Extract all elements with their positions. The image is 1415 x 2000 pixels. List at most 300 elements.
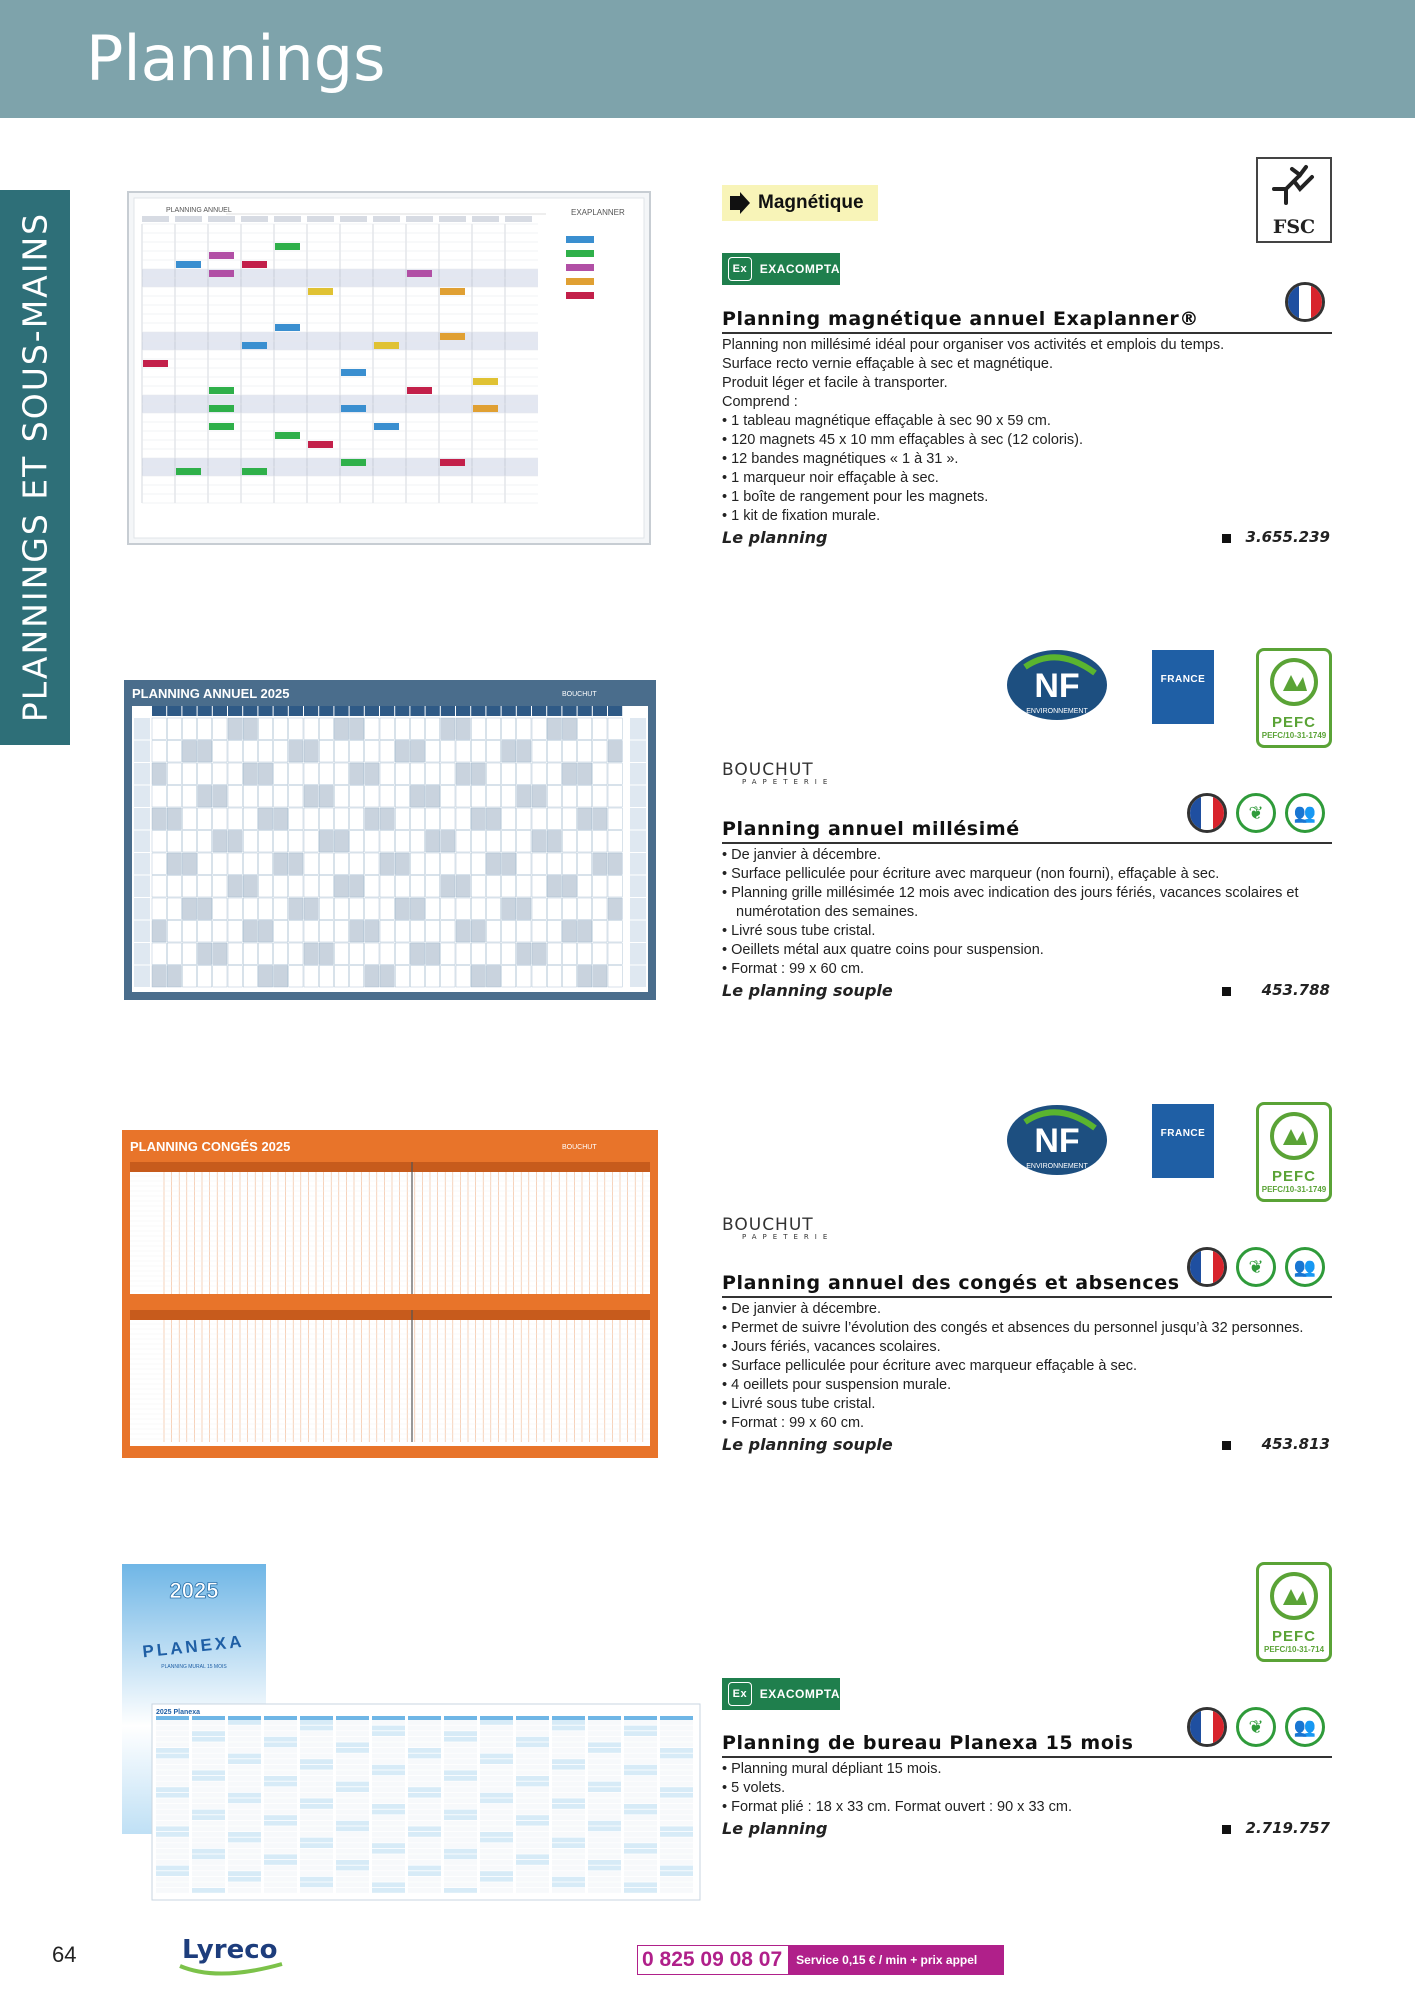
day-cell — [152, 943, 166, 965]
day-cell — [547, 853, 561, 875]
day-cell — [588, 1860, 621, 1865]
day-cell — [372, 1787, 405, 1792]
fsc-logo — [1256, 157, 1332, 243]
grid-month-header — [406, 216, 433, 222]
day-cell — [274, 943, 288, 965]
origine-france-label: FRANCE — [1160, 674, 1206, 685]
day-cell — [480, 1843, 513, 1848]
day-cell — [372, 1854, 405, 1859]
day-cell — [192, 1731, 225, 1736]
magnet — [341, 459, 366, 466]
day-cell — [660, 1754, 693, 1759]
day-cell — [156, 1787, 189, 1792]
day-cell — [516, 1832, 549, 1837]
day-cell — [365, 808, 379, 830]
day-cell — [372, 1782, 405, 1787]
day-cell — [456, 966, 470, 988]
day-cell — [444, 1770, 477, 1775]
day-cell — [441, 808, 455, 830]
day-cell — [300, 1838, 333, 1843]
lyreco-swoosh-icon — [178, 1960, 288, 1980]
day-cell — [264, 1849, 297, 1854]
day-cell — [243, 966, 257, 988]
day-cell — [192, 1826, 225, 1831]
grid-month-header — [505, 216, 532, 222]
day-cell — [516, 1726, 549, 1731]
day-cell — [486, 763, 500, 785]
day-cell — [300, 1815, 333, 1820]
day-cell — [408, 1776, 441, 1781]
day-cell — [156, 1776, 189, 1781]
day-header — [578, 706, 592, 716]
day-header — [517, 706, 531, 716]
grid-month-header — [439, 216, 466, 222]
product-3-price-row — [722, 1433, 1332, 1455]
day-cell — [516, 1748, 549, 1753]
day-cell — [486, 943, 500, 965]
day-cell — [274, 876, 288, 898]
month-header — [192, 1716, 225, 1720]
product-4-ref: 2.719.757 — [1245, 1819, 1330, 1837]
day-cell — [562, 718, 576, 740]
day-cell — [444, 1742, 477, 1747]
day-cell — [624, 1804, 657, 1809]
day-cell — [365, 786, 379, 808]
day-cell — [228, 1810, 261, 1815]
day-cell — [300, 1793, 333, 1798]
month-label — [134, 966, 150, 988]
day-cell — [336, 1832, 369, 1837]
day-cell — [660, 1726, 693, 1731]
day-cell — [441, 831, 455, 853]
day-cell — [372, 1888, 405, 1893]
day-cell — [156, 1737, 189, 1742]
day-cell — [456, 718, 470, 740]
day-cell — [380, 921, 394, 943]
planexa-open-title: 2025 Planexa — [156, 1709, 200, 1716]
day-cell — [372, 1860, 405, 1865]
day-cell — [588, 1726, 621, 1731]
day-cell — [395, 853, 409, 875]
day-cell — [228, 966, 242, 988]
month-label — [630, 831, 646, 853]
day-cell — [228, 1770, 261, 1775]
day-cell — [408, 1759, 441, 1764]
day-cell — [156, 1877, 189, 1882]
day-cell — [502, 898, 516, 920]
day-cell — [410, 853, 424, 875]
magnet — [440, 288, 465, 295]
month-label — [134, 943, 150, 965]
day-cell — [156, 1815, 189, 1820]
day-cell — [372, 1726, 405, 1731]
day-cell — [213, 898, 227, 920]
day-cell — [444, 1860, 477, 1865]
day-cell — [562, 876, 576, 898]
day-header — [547, 706, 561, 716]
day-cell — [552, 1849, 585, 1854]
day-cell — [588, 1866, 621, 1871]
day-cell — [547, 718, 561, 740]
day-cell — [480, 1832, 513, 1837]
day-cell — [547, 831, 561, 853]
day-cell — [516, 1854, 549, 1859]
day-cell — [588, 1832, 621, 1837]
day-cell — [552, 1742, 585, 1747]
day-cell — [516, 1782, 549, 1787]
day-cell — [156, 1838, 189, 1843]
day-cell — [588, 1815, 621, 1820]
day-cell — [547, 876, 561, 898]
magnet — [440, 459, 465, 466]
day-cell — [552, 1866, 585, 1871]
day-cell — [408, 1821, 441, 1826]
day-cell — [395, 808, 409, 830]
day-cell — [516, 1849, 549, 1854]
day-cell — [660, 1804, 693, 1809]
day-cell — [588, 1838, 621, 1843]
day-cell — [588, 1804, 621, 1809]
day-cell — [426, 943, 440, 965]
day-cell — [660, 1877, 693, 1882]
day-cell — [300, 1860, 333, 1865]
day-cell — [334, 853, 348, 875]
day-cell — [486, 786, 500, 808]
day-header — [562, 706, 576, 716]
service-phone-box[interactable] — [637, 1945, 1004, 1975]
day-cell — [408, 1866, 441, 1871]
day-cell — [517, 831, 531, 853]
day-cell — [198, 718, 212, 740]
product-3-bullet: • Livré sous tube cristal. — [722, 1396, 876, 1412]
day-cell — [516, 1877, 549, 1882]
nf-label: NF — [1034, 1122, 1080, 1160]
day-cell — [334, 876, 348, 898]
day-cell — [480, 1871, 513, 1876]
day-cell — [228, 1726, 261, 1731]
day-cell — [243, 808, 257, 830]
day-cell — [365, 763, 379, 785]
day-cell — [578, 898, 592, 920]
day-cell — [444, 1882, 477, 1887]
day-cell — [365, 943, 379, 965]
day-cell — [456, 921, 470, 943]
page-title: Plannings — [86, 22, 386, 95]
day-cell — [516, 1793, 549, 1798]
section-side-tab — [0, 190, 70, 745]
day-cell — [300, 1765, 333, 1770]
day-cell — [502, 718, 516, 740]
day-cell — [372, 1770, 405, 1775]
day-cell — [444, 1787, 477, 1792]
month-label — [134, 808, 150, 830]
day-cell — [588, 1759, 621, 1764]
month-label — [630, 876, 646, 898]
day-cell — [289, 831, 303, 853]
day-cell — [480, 1838, 513, 1843]
day-cell — [336, 1720, 369, 1725]
magnet — [308, 288, 333, 295]
day-cell — [213, 808, 227, 830]
day-cell — [502, 808, 516, 830]
day-cell — [480, 1888, 513, 1893]
day-cell — [562, 943, 576, 965]
month-header — [480, 1716, 513, 1720]
month-header — [588, 1716, 621, 1720]
product-1-image-brand: EXAPLANNER — [571, 208, 625, 217]
day-cell — [516, 1810, 549, 1815]
day-cell — [660, 1854, 693, 1859]
day-cell — [516, 1720, 549, 1725]
product-3-bullet: • Permet de suivre l’évolution des congés et absences du personnel jusqu’à 32 personnes. — [722, 1320, 1304, 1336]
day-cell — [395, 898, 409, 920]
magnet — [176, 261, 201, 268]
day-cell — [167, 853, 181, 875]
bullet-square-icon — [1222, 1825, 1231, 1834]
day-cell — [624, 1748, 657, 1753]
month-label — [134, 741, 150, 763]
day-cell — [264, 1871, 297, 1876]
day-cell — [304, 786, 318, 808]
day-cell — [350, 831, 364, 853]
day-cell — [372, 1815, 405, 1820]
day-cell — [408, 1871, 441, 1876]
day-cell — [441, 786, 455, 808]
origine-france-logo — [1152, 1104, 1214, 1178]
day-cell — [319, 898, 333, 920]
day-cell — [192, 1754, 225, 1759]
day-cell — [660, 1860, 693, 1865]
social-people-icon: 👥 — [1285, 1247, 1325, 1287]
month-label — [630, 898, 646, 920]
day-cell — [182, 898, 196, 920]
pefc-tree-icon — [1269, 1571, 1319, 1621]
day-cell — [517, 718, 531, 740]
nf-sub-label: ENVIRONNEMENT — [1026, 708, 1088, 715]
day-cell — [660, 1793, 693, 1798]
day-cell — [410, 786, 424, 808]
day-cell — [228, 1737, 261, 1742]
magnet — [341, 369, 366, 376]
day-cell — [228, 1826, 261, 1831]
day-cell — [192, 1793, 225, 1798]
day-header — [243, 706, 257, 716]
day-cell — [480, 1821, 513, 1826]
day-cell — [562, 831, 576, 853]
day-cell — [408, 1742, 441, 1747]
day-cell — [660, 1866, 693, 1871]
day-cell — [243, 741, 257, 763]
day-cell — [228, 1832, 261, 1837]
product-2-price-row — [722, 979, 1332, 1001]
month-header — [444, 1716, 477, 1720]
product-4-bullet: • Planning mural dépliant 15 mois. — [722, 1761, 942, 1777]
day-cell — [156, 1798, 189, 1803]
day-cell — [471, 853, 485, 875]
day-cell — [517, 808, 531, 830]
day-cell — [319, 943, 333, 965]
day-cell — [372, 1843, 405, 1848]
day-cell — [660, 1731, 693, 1736]
day-cell — [228, 1849, 261, 1854]
grid-month-header — [340, 216, 367, 222]
day-cell — [608, 921, 622, 943]
product-1-title: Planning magnétique annuel Exaplanner® — [722, 308, 1199, 330]
product-2-bullet: • Oeillets métal aux quatre coins pour suspension. — [722, 942, 1044, 958]
day-cell — [304, 718, 318, 740]
day-cell — [562, 808, 576, 830]
day-cell — [192, 1720, 225, 1725]
day-cell — [228, 1782, 261, 1787]
day-cell — [380, 808, 394, 830]
day-cell — [502, 943, 516, 965]
day-cell — [516, 1770, 549, 1775]
day-cell — [372, 1742, 405, 1747]
day-cell — [660, 1720, 693, 1725]
day-cell — [480, 1866, 513, 1871]
product-1-bullet: • 1 boîte de rangement pour les magnets. — [722, 489, 989, 505]
day-cell — [562, 763, 576, 785]
month-label — [134, 763, 150, 785]
day-cell — [660, 1821, 693, 1826]
day-cell — [608, 853, 622, 875]
day-cell — [480, 1726, 513, 1731]
day-cell — [192, 1888, 225, 1893]
grid-month-header — [472, 216, 499, 222]
day-cell — [441, 741, 455, 763]
day-cell — [192, 1776, 225, 1781]
day-cell — [517, 943, 531, 965]
day-cell — [426, 898, 440, 920]
day-cell — [152, 808, 166, 830]
day-cell — [300, 1759, 333, 1764]
day-cell — [588, 1754, 621, 1759]
day-cell — [264, 1787, 297, 1792]
service-phone-rate: Service 0,15 € / min + prix appel — [788, 1946, 1003, 1974]
day-cell — [516, 1804, 549, 1809]
day-cell — [192, 1815, 225, 1820]
day-cell — [213, 786, 227, 808]
magnet — [440, 333, 465, 340]
day-cell — [456, 786, 470, 808]
day-cell — [264, 1798, 297, 1803]
day-cell — [289, 853, 303, 875]
day-cell — [480, 1787, 513, 1792]
day-header — [258, 706, 272, 716]
day-header — [350, 706, 364, 716]
day-cell — [408, 1765, 441, 1770]
month-header — [372, 1716, 405, 1720]
product-1-desc-line: Comprend : — [722, 394, 798, 410]
day-cell — [444, 1815, 477, 1820]
magnet — [209, 387, 234, 394]
day-cell — [228, 1748, 261, 1753]
day-cell — [372, 1748, 405, 1753]
day-cell — [593, 786, 607, 808]
day-cell — [167, 966, 181, 988]
day-cell — [408, 1748, 441, 1753]
day-cell — [578, 921, 592, 943]
day-cell — [588, 1849, 621, 1854]
day-cell — [444, 1776, 477, 1781]
day-header — [365, 706, 379, 716]
month-header — [300, 1716, 333, 1720]
day-cell — [228, 1871, 261, 1876]
day-cell — [192, 1737, 225, 1742]
magnet — [407, 270, 432, 277]
day-cell — [441, 876, 455, 898]
day-cell — [444, 1720, 477, 1725]
day-cell — [502, 876, 516, 898]
product-4-bullet: • Format plié : 18 x 33 cm. Format ouvert : 90 x 33 cm. — [722, 1799, 1072, 1815]
day-cell — [213, 921, 227, 943]
service-phone-number[interactable]: 0 825 09 08 07 — [642, 1948, 783, 1971]
day-cell — [192, 1742, 225, 1747]
day-cell — [264, 1737, 297, 1742]
day-header — [152, 706, 166, 716]
magnet — [143, 360, 168, 367]
day-cell — [264, 1838, 297, 1843]
month-label — [630, 921, 646, 943]
day-cell — [228, 1815, 261, 1820]
product-3-image-brand: BOUCHUT — [562, 1144, 597, 1151]
day-cell — [243, 921, 257, 943]
day-cell — [319, 831, 333, 853]
day-cell — [350, 786, 364, 808]
product-4-brand-logo — [722, 1678, 840, 1710]
day-cell — [258, 831, 272, 853]
product-3-bullet: • Surface pelliculée pour écriture avec marqueur effaçable à sec. — [722, 1358, 1138, 1374]
day-cell — [264, 1759, 297, 1764]
day-cell — [588, 1787, 621, 1792]
day-cell — [547, 921, 561, 943]
day-cell — [456, 898, 470, 920]
day-cell — [660, 1759, 693, 1764]
day-cell — [395, 741, 409, 763]
day-header — [380, 706, 394, 716]
day-cell — [258, 898, 272, 920]
day-cell — [274, 741, 288, 763]
day-cell — [624, 1821, 657, 1826]
day-cell — [372, 1720, 405, 1725]
day-cell — [408, 1810, 441, 1815]
day-header — [426, 706, 440, 716]
day-cell — [588, 1793, 621, 1798]
day-cell — [274, 966, 288, 988]
day-cell — [304, 853, 318, 875]
day-cell — [300, 1882, 333, 1887]
day-cell — [300, 1877, 333, 1882]
day-cell — [660, 1776, 693, 1781]
day-cell — [264, 1888, 297, 1893]
day-cell — [156, 1832, 189, 1837]
day-cell — [624, 1726, 657, 1731]
day-cell — [380, 718, 394, 740]
day-cell — [532, 943, 546, 965]
day-cell — [156, 1843, 189, 1848]
day-cell — [319, 786, 333, 808]
day-cell — [156, 1731, 189, 1736]
day-cell — [228, 1888, 261, 1893]
day-header — [319, 706, 333, 716]
day-cell — [624, 1871, 657, 1876]
day-cell — [167, 921, 181, 943]
day-cell — [456, 831, 470, 853]
bullet-square-icon — [1222, 987, 1231, 996]
day-cell — [300, 1787, 333, 1792]
day-cell — [486, 808, 500, 830]
day-cell — [372, 1759, 405, 1764]
